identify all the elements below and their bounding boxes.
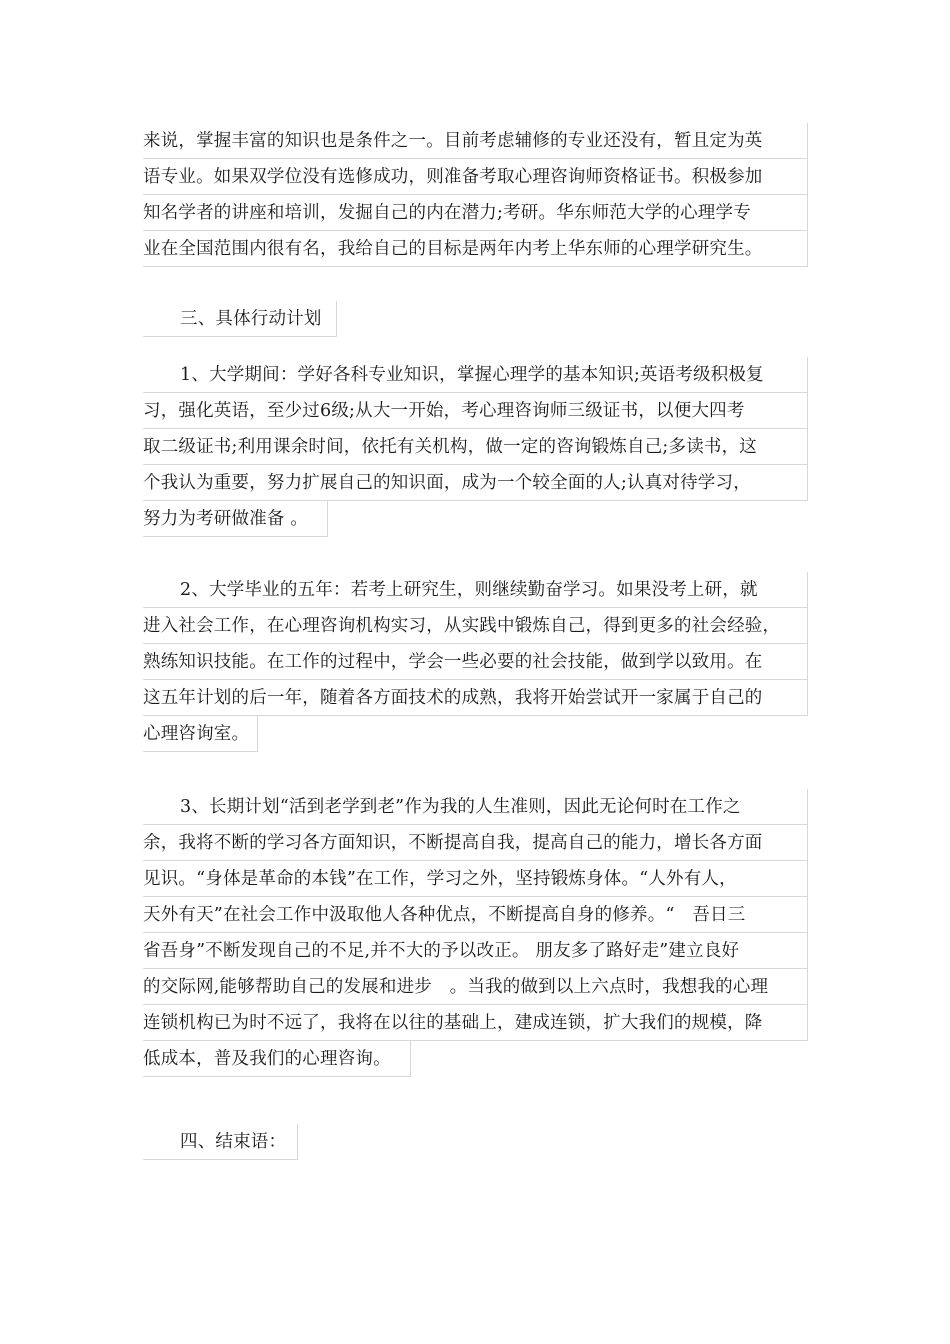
text-line: 的交际网,能够帮助自己的发展和进步 。当我的做到以上六点时，我想我的心理 <box>143 969 808 1005</box>
text-line: 熟练知识技能。在工作的过程中，学会一些必要的社会技能，做到学以致用。在 <box>143 644 808 680</box>
text-line: 余，我将不断的学习各方面知识，不断提高自我，提高自己的能力，增长各方面 <box>143 825 808 861</box>
text-line: 省吾身”不断发现自己的不足,并不大的予以改正。 朋友多了路好走”建立良好 <box>143 933 808 969</box>
text-line: 来说，掌握丰富的知识也是条件之一。目前考虑辅修的专业还没有，暂且定为英 <box>143 123 808 159</box>
text-line: 知名学者的讲座和培训，发掘自己的内在潜力;考研。华东师范大学的心理学专 <box>143 195 808 231</box>
text-line: 3、长期计划“活到老学到老”作为我的人生准则，因此无论何时在工作之 <box>143 789 808 825</box>
text-line: 天外有天”在社会工作中汲取他人各种优点，不断提高自身的修养。“ 吾日三 <box>143 897 808 933</box>
text-line: 取二级证书;利用课余时间，依托有关机构，做一定的咨询锻炼自己;多读书，这 <box>143 429 808 465</box>
text-line: 业在全国范围内很有名，我给自己的目标是两年内考上华东师的心理学研究生。 <box>143 231 808 267</box>
paragraph-goals <box>143 123 808 267</box>
text-line: 这五年计划的后一年，随着各方面技术的成熟，我将开始尝试开一家属于自己的 <box>143 680 808 716</box>
text-line: 语专业。如果双学位没有选修成功，则准备考取心理咨询师资格证书。积极参加 <box>143 159 808 195</box>
heading-text: 四、结束语： <box>143 1124 298 1160</box>
paragraph-university-period <box>143 357 808 537</box>
text-line: 心理咨询室。 <box>143 716 258 752</box>
paragraph-five-years <box>143 572 808 752</box>
text-line: 个我认为重要，努力扩展自己的知识面，成为一个较全面的人;认真对待学习， <box>143 465 808 501</box>
heading-text: 三、具体行动计划 <box>143 301 337 337</box>
text-line: 2、大学毕业的五年：若考上研究生，则继续勤奋学习。如果没考上研，就 <box>143 572 808 608</box>
text-line: 连锁机构已为时不远了，我将在以往的基础上，建成连锁，扩大我们的规模，降 <box>143 1005 808 1041</box>
text-line: 1、大学期间：学好各科专业知识，掌握心理学的基本知识;英语考级积极复 <box>143 357 808 393</box>
section-heading-action-plan <box>143 301 337 337</box>
section-heading-conclusion <box>143 1124 298 1160</box>
text-line: 见识。“身体是革命的本钱”在工作，学习之外，坚持锻炼身体。“人外有人， <box>143 861 808 897</box>
text-line: 习，强化英语，至少过6级;从大一开始，考心理咨询师三级证书，以便大四考 <box>143 393 808 429</box>
text-line: 低成本，普及我们的心理咨询。 <box>143 1041 411 1077</box>
text-line: 进入社会工作，在心理咨询机构实习，从实践中锻炼自己，得到更多的社会经验， <box>143 608 808 644</box>
paragraph-long-term <box>143 789 808 1077</box>
text-line: 努力为考研做准备 。 <box>143 501 328 537</box>
